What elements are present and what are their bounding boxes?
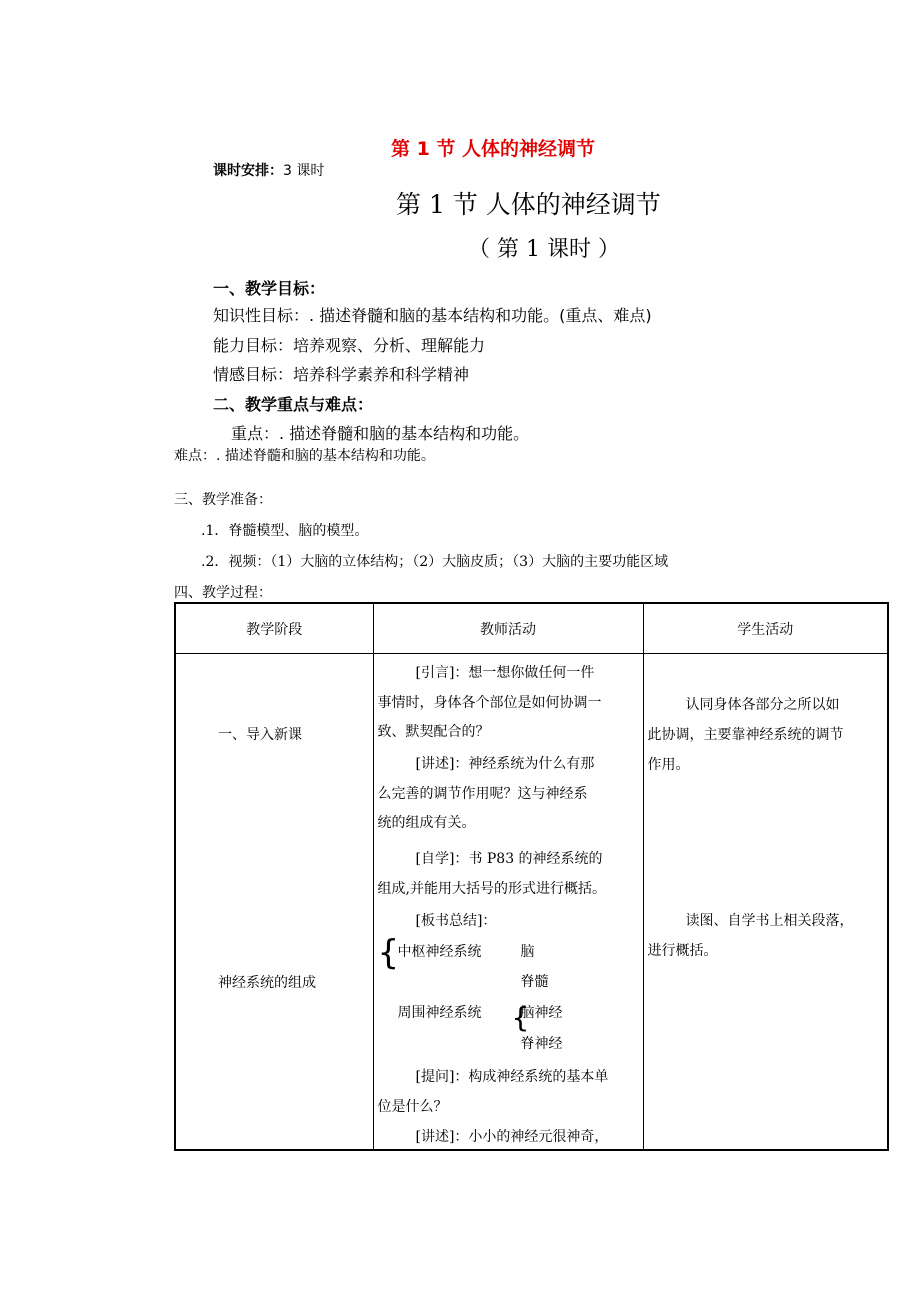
teacher-line: 统的组成有关。 xyxy=(377,815,476,831)
teacher-line: 位是什么？ xyxy=(377,1099,448,1115)
preparation-item-1: .1．脊髓模型、脑的模型。 xyxy=(201,523,369,539)
teacher-line: [提问]：构成神经系统的基本单 xyxy=(415,1069,609,1085)
schedule-value: 3 课时 xyxy=(283,163,325,179)
table-row xyxy=(175,654,888,1151)
teacher-line: 致、默契配合的？ xyxy=(377,724,490,740)
student-line: 进行概括。 xyxy=(647,943,718,959)
schedule xyxy=(213,160,324,180)
left-brace-icon: { xyxy=(377,933,400,973)
diagram-central: 中枢神经系统 xyxy=(397,944,482,960)
header-teacher: 教师活动 xyxy=(373,603,643,654)
student-line: 认同身体各部分之所以如 xyxy=(685,697,840,713)
diagram-spinal-cord: 脊髓 xyxy=(520,974,549,990)
preparation-heading: 三、教学准备： xyxy=(174,492,272,508)
diagram-brain: 脑 xyxy=(520,944,535,960)
teaching-process-table xyxy=(174,602,889,1151)
lesson-period: （ 第 1 课时 ） xyxy=(468,237,620,262)
teacher-line: [引言]：想一想你做任何一件 xyxy=(415,665,595,681)
diagram-peripheral: 周围神经系统 xyxy=(397,1005,482,1021)
student-line: 作用。 xyxy=(647,757,690,773)
page-red-title: 第 1 节 人体的神经调节 xyxy=(390,138,596,160)
teacher-line: [讲述]：小小的神经元很神奇， xyxy=(415,1129,609,1145)
stage-intro: 一、导入新课 xyxy=(218,727,302,743)
objective-emotion: 情感目标：培养科学素养和科学精神 xyxy=(213,365,470,384)
key-point: 重点：. 描述脊髓和脑的基本结构和功能。 xyxy=(231,424,530,443)
difficulty-point: 难点：. 描述脊髓和脑的基本结构和功能。 xyxy=(174,448,435,464)
header-student: 学生活动 xyxy=(643,603,888,654)
stage-cell xyxy=(175,654,373,1151)
student-cell xyxy=(643,654,888,1151)
teacher-line: [讲述]：神经系统为什么有那 xyxy=(415,756,595,772)
teacher-line: 事情时，身体各个部位是如何协调一 xyxy=(377,695,602,711)
left-brace-icon: { xyxy=(511,1001,530,1034)
student-line: 读图、自学书上相关段落， xyxy=(685,913,854,929)
teacher-line: [自学]：书 P83 的神经系统的 xyxy=(415,851,603,867)
teacher-line: [板书总结]： xyxy=(415,913,497,929)
objective-knowledge: 知识性目标：. 描述脊髓和脑的基本结构和功能。(重点、难点) xyxy=(213,306,652,325)
preparation-item-2: .2．视频：（1）大脑的立体结构；（2）大脑皮质；（3）大脑的主要功能区域 xyxy=(201,554,669,570)
header-stage: 教学阶段 xyxy=(175,603,373,654)
teacher-cell xyxy=(373,654,643,1151)
table-header-row xyxy=(175,603,888,654)
process-heading: 四、教学过程： xyxy=(174,585,272,601)
objective-ability: 能力目标：培养观察、分析、理解能力 xyxy=(213,336,486,355)
schedule-label: 课时安排： xyxy=(213,163,283,179)
teacher-line: 么完善的调节作用呢？这与神经系 xyxy=(377,786,588,802)
diagram-cranial-nerve: 脑神经 xyxy=(520,1005,563,1021)
student-line: 此协调，主要靠神经系统的调节 xyxy=(647,727,844,743)
objectives-heading: 一、教学目标： xyxy=(213,279,326,298)
teacher-line: 组成,并能用大括号的形式进行概括。 xyxy=(377,881,606,897)
lesson-title: 第 1 节 人体的神经调节 xyxy=(396,190,661,219)
diagram-spinal-nerve: 脊神经 xyxy=(520,1036,563,1052)
stage-composition: 神经系统的组成 xyxy=(218,975,316,991)
keypoints-heading: 二、教学重点与难点： xyxy=(213,395,374,414)
